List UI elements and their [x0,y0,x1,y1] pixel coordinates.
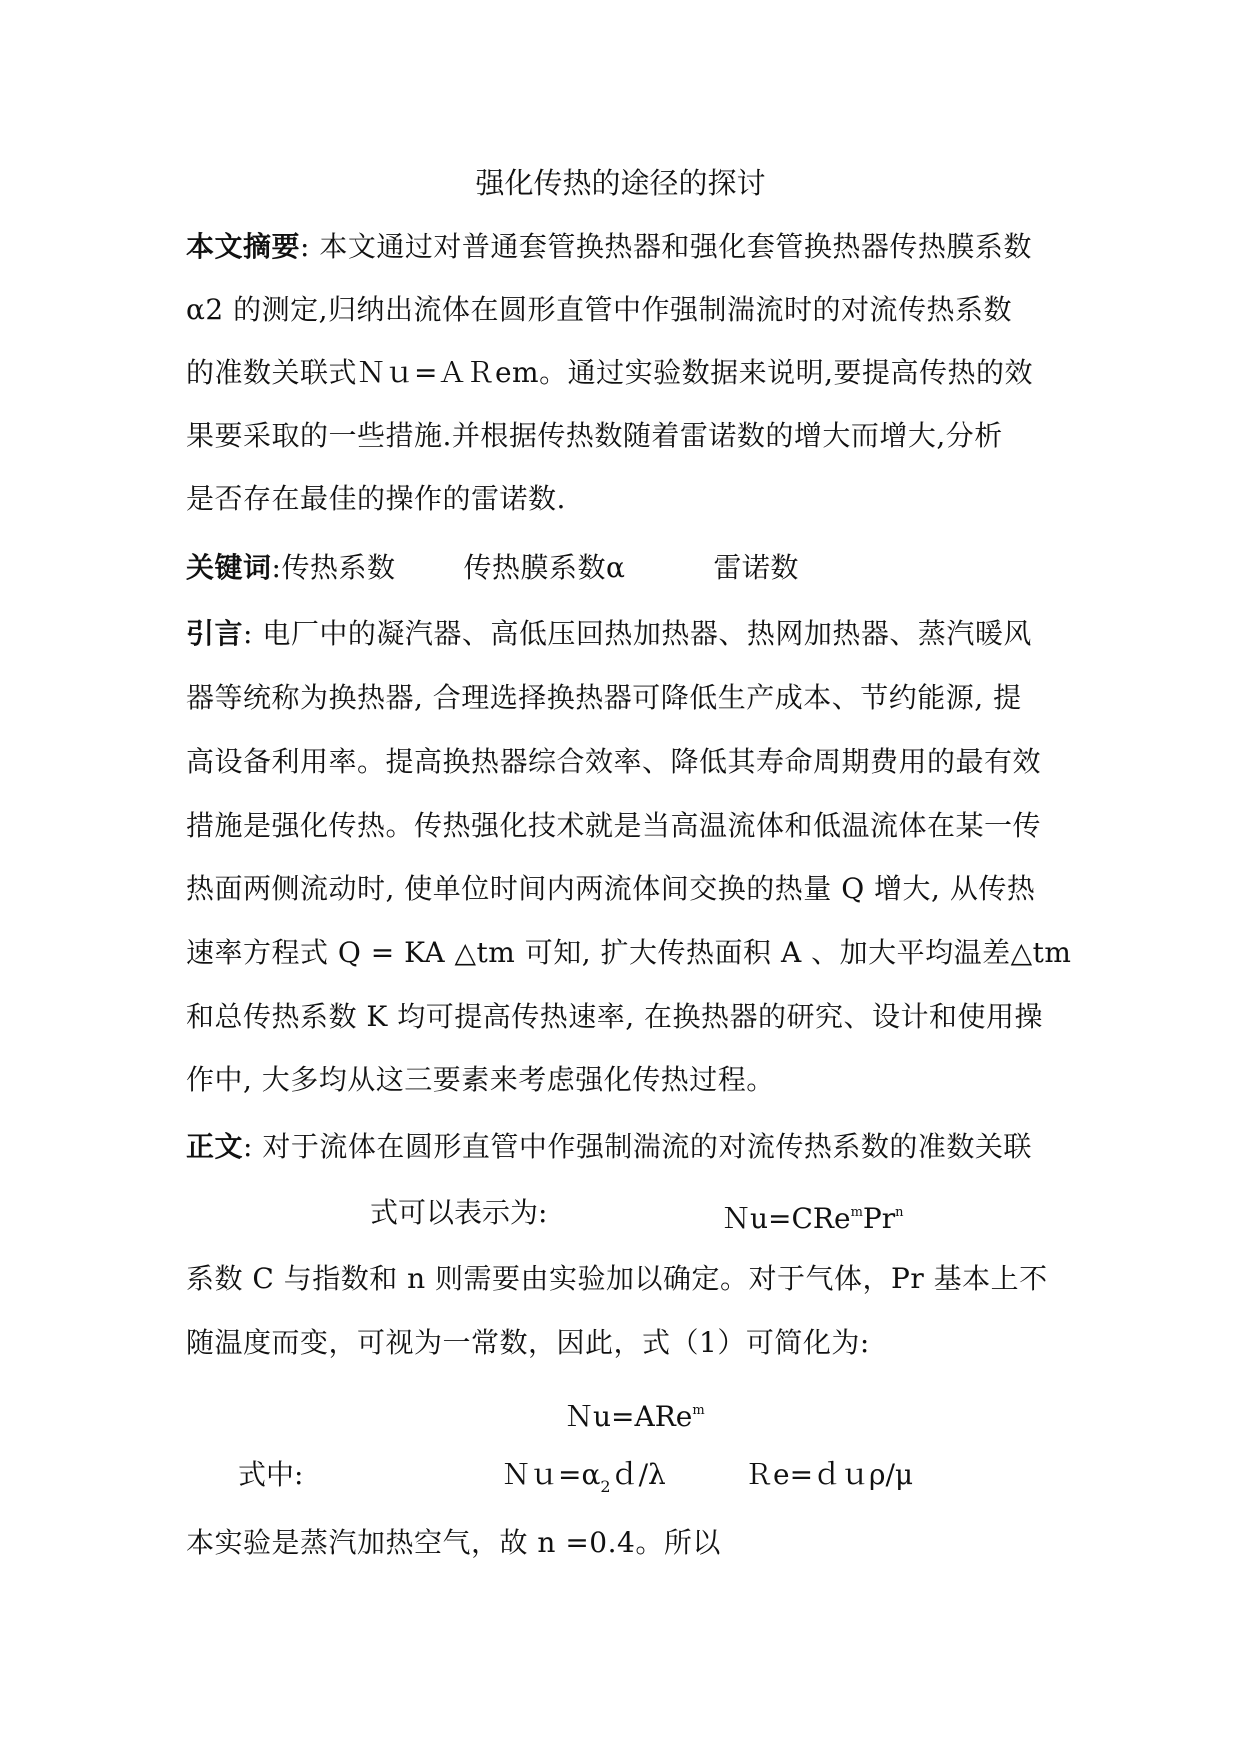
keywords-line [186,550,799,586]
body-line-4: 随温度而变，可视为一常数，因此，式（1）可简化为: [186,1326,870,1359]
intro-line-2: 器等统称为换热器, 合理选择换热器可降低生产成本、节约能源, 提 [186,681,1022,714]
keyword-1: 传热系数 [281,551,396,584]
keywords-label: 关键词 [186,551,272,584]
formula-1: $Nu=CRe^mPr^n$ [722,1202,904,1235]
intro-text-1: : 电厂中的凝汽器、高低压回热加热器、热网加热器、蒸汽暖风 [243,617,1032,650]
intro-line-7: 和总传热系数 K 均可提高传热速率, 在换热器的研究、设计和使用操 [186,1000,1044,1033]
body-label: 正文 [186,1130,244,1163]
intro-line-6: 速率方程式 Q = KA △tm 可知, 扩大传热面积 A 、加大平均温差△tm [186,936,1072,969]
intro-line-1 [186,616,1032,652]
formula-2: Ｎu=ARe$^m$ [565,1400,705,1433]
nu-definition: $Nu=\alpha_2d/\lambda$ [502,1458,666,1496]
keywords-separator: : [271,551,282,584]
body-line-2: 式可以表示为: [370,1196,548,1229]
body-line-1 [186,1129,1032,1165]
intro-line-5: 热面两侧流动时, 使单位时间内两流体间交换的热量 Q 增大, 从传热 [186,872,1036,905]
body-last-line: 本实验是蒸汽加热空气，故 n =0.4。所以 [186,1526,721,1559]
intro-line-8: 作中, 大多均从这三要素来考虑强化传热过程。 [186,1063,775,1096]
abstract-line-2: α2 的测定,归纳出流体在圆形直管中作强制湍流时的对流传热系数 [186,293,1013,326]
abstract-line-4: 果要采取的一些措施.并根据传热数随着雷诺数的增大而增大,分析 [186,419,1003,452]
page-title: 强化传热的途径的探讨 [475,166,766,200]
abstract-line-1 [186,229,1032,265]
keyword-3: 雷诺数 [713,551,799,584]
where-label: 式中: [238,1458,304,1491]
re-definition: Ｒe=ｄｕρ/μ [745,1458,914,1491]
abstract-label: 本文摘要 [186,230,301,263]
intro-line-3: 高设备利用率。提高换热器综合效率、降低其寿命周期费用的最有效 [186,745,1042,778]
abstract-line-5: 是否存在最佳的操作的雷诺数. [186,482,566,515]
abstract-line-3: 的准数关联式Ｎｕ=ＡＲem。通过实验数据来说明,要提高传热的效 [186,356,1033,389]
abstract-text-1: : 本文通过对普通套管换热器和强化套管换热器传热膜系数 [300,230,1032,263]
keyword-2: 传热膜系数α [463,551,626,584]
body-line-3: 系数 C 与指数和 n 则需要由实验加以确定。对于气体，Pr 基本上不 [186,1262,1048,1295]
intro-line-4: 措施是强化传热。传热强化技术就是当高温流体和低温流体在某一传 [186,809,1042,842]
intro-label: 引言 [186,617,244,650]
body-text-1: : 对于流体在圆形直管中作强制湍流的对流传热系数的准数关联 [243,1130,1032,1163]
